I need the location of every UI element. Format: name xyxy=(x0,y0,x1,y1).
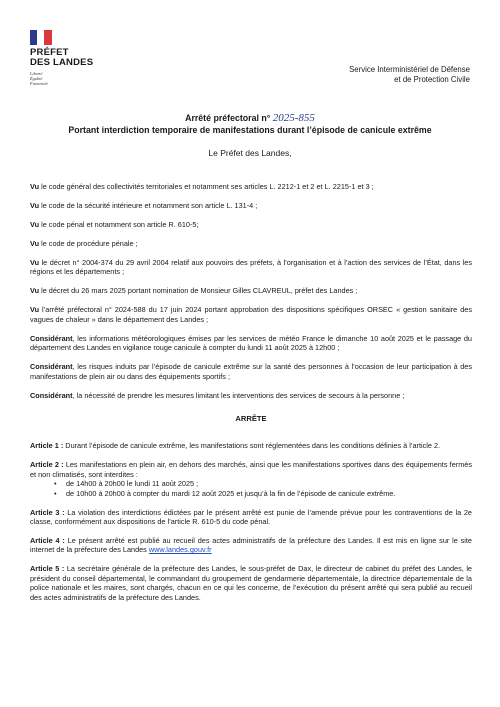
logo-motto: Liberté Égalité Fraternité xyxy=(30,71,48,86)
service-name: Service Interministériel de Défense et de Protection Civile xyxy=(349,65,470,84)
visa-paragraph: Vu le code pénal et notamment son article R. 610-5; xyxy=(30,220,199,229)
visa-paragraph: Vu le code de procédure pénale ; xyxy=(30,239,138,248)
list-item: • de 10h00 à 20h00 à compter du mardi 12 août 2025 et jusqu’à la fin de l’épisode de canicule extrême. xyxy=(54,489,472,498)
article-2: Article 2 : Les manifestations en plein air, en dehors des marchés, ainsi que les manifestations sportives dans des équipements fermés et non climatisés, sont interdites : xyxy=(30,460,472,479)
marianne-flag-icon xyxy=(30,30,52,45)
logo-des-landes: DES LANDES xyxy=(30,57,94,68)
visa-paragraph: Vu le code de la sécurité intérieure et notamment son article L. 131-4 ; xyxy=(30,201,258,210)
article-3: Article 3 : La violation des interdictions édictées par le présent arrêté est punie de l’amende prévue pour les contraventions de la 2e classe, conformément aux dispositions de l’article R. 610-5 du code pénal. xyxy=(30,507,472,527)
visa-paragraph: Vu le décret du 26 mars 2025 portant nomination de Monsieur Gilles CLAVREUL, préfet des Landes ; xyxy=(30,286,358,296)
considerant-paragraph: Considérant, les risques induits par l’épisode de canicule extrême sur la santé des personnes à l’occasion de leur participation à des manifestations de plein air ou dans des équipements sportifs ; xyxy=(30,362,472,381)
arrete-number-line: Arrêté préfectoral n° 2025-855 xyxy=(185,112,315,124)
article-2-list xyxy=(30,479,472,498)
arrete-heading: ARRÊTE xyxy=(235,414,267,424)
prefet-logo xyxy=(30,30,100,86)
visa-paragraph: Vu le code général des collectivités territoriales et notamment ses articles L. 2212-1 et 2 et L. 2215-1 et 3 ; xyxy=(30,182,374,191)
considerant-paragraph: Considérant, les informations météorologiques émises par les services de météo France le dimanche 10 août 2025 et le passage du département des Landes en vigilance rouge canicule à compter du lundi 11 août 2025 à 12h00 ; xyxy=(30,333,472,353)
logo-prefet: PRÉFET xyxy=(30,47,69,58)
prefecture-website-link[interactable]: www.landes.gouv.fr xyxy=(148,545,212,555)
list-item: • de 14h00 à 20h00 le lundi 11 août 2025 ; xyxy=(54,479,472,488)
prefet-heading: Le Préfet des Landes, xyxy=(208,148,292,158)
article-5: Article 5 : La secrétaire générale de la préfecture des Landes, le sous-préfet de Dax, le directeur de cabinet du préfet des Landes, le président du conseil départemental, le commandant du groupement de gendarmerie départementale, la directrice départementale de la police nationale et les maires, sont chargés, chacun en ce qui les concerne, de l’exécution du présent arrêté qui sera publié au recueil des actes administratifs de la préfecture des Landes. xyxy=(30,564,472,602)
document-title xyxy=(30,113,470,158)
article-1: Article 1 : Durant l’épisode de canicule extrême, les manifestations sont réglementées dans les conditions définies à l’article 2. xyxy=(30,441,441,451)
considerant-paragraph: Considérant, la nécessité de prendre les mesures limitant les interventions des services de secours à la personne ; xyxy=(30,390,405,400)
arrete-subject: Portant interdiction temporaire de manifestations durant l’épisode de canicule extrême xyxy=(68,125,432,135)
article-4: Article 4 : Le présent arrêté est publié au recueil des actes administratifs de la préfecture des Landes. Il est mis en ligne sur le site internet de la préfecture des Landes www.landes.gouv.fr xyxy=(30,536,472,555)
visa-paragraph: Vu le décret n° 2004-374 du 29 avril 2004 relatif aux pouvoirs des préfets, à l’organisation et à l’action des services de l’État, dans les régions et les départements ; xyxy=(30,258,472,277)
handwritten-number: 2025-855 xyxy=(272,112,315,124)
document-body xyxy=(30,182,472,612)
visa-paragraph: Vu l’arrêté préfectoral n° 2024-588 du 17 juin 2024 portant approbation des dispositions spécifiques ORSEC « gestion sanitaire des vagues de chaleur » dans le département des Landes ; xyxy=(30,305,472,324)
